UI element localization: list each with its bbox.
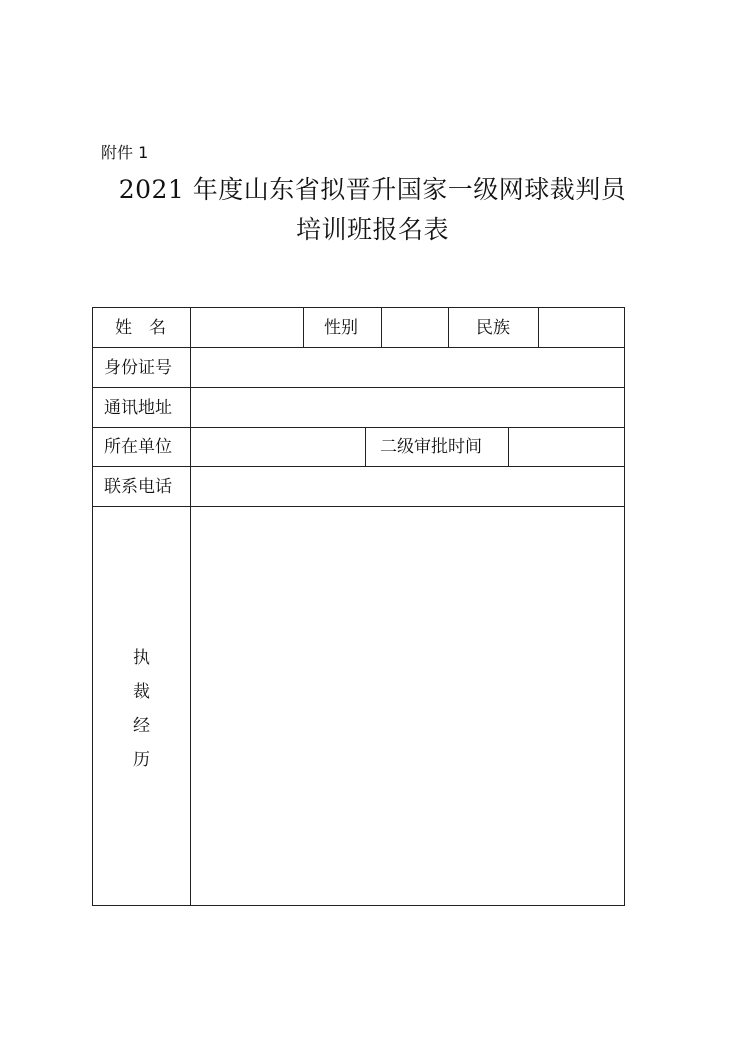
column-divider	[365, 427, 366, 466]
name-field[interactable]	[191, 308, 303, 347]
workplace-field[interactable]	[191, 428, 365, 466]
id-number-label: 身份证号	[104, 358, 172, 378]
level2-approval-time-field[interactable]	[509, 428, 624, 466]
attachment-label: 附件 1	[101, 143, 149, 162]
address-field[interactable]	[191, 388, 624, 427]
phone-label: 联系电话	[104, 477, 172, 497]
page-title: 2021 年度山东省拟晋升国家一级网球裁判员	[118, 175, 627, 204]
name-label: 姓 名	[115, 318, 166, 338]
workplace-label: 所在单位	[104, 437, 172, 457]
experience-label	[93, 641, 190, 777]
experience-field[interactable]	[191, 507, 624, 905]
gender-field[interactable]	[382, 308, 448, 347]
experience-label-char: 经	[133, 716, 150, 736]
column-divider	[303, 308, 304, 347]
column-divider	[448, 308, 449, 347]
registration-form-table	[92, 307, 625, 906]
id-number-field[interactable]	[191, 348, 624, 387]
page-subtitle: 培训班报名表	[295, 215, 449, 244]
level2-approval-time-label: 二级审批时间	[380, 437, 482, 457]
ethnicity-field[interactable]	[539, 308, 624, 347]
experience-label-char: 裁	[133, 682, 150, 702]
experience-label-char: 历	[133, 750, 150, 770]
ethnicity-label: 民族	[476, 318, 510, 338]
phone-field[interactable]	[191, 467, 624, 506]
gender-label: 性别	[324, 318, 358, 338]
experience-label-char: 执	[133, 648, 150, 668]
address-label: 通讯地址	[104, 398, 172, 418]
